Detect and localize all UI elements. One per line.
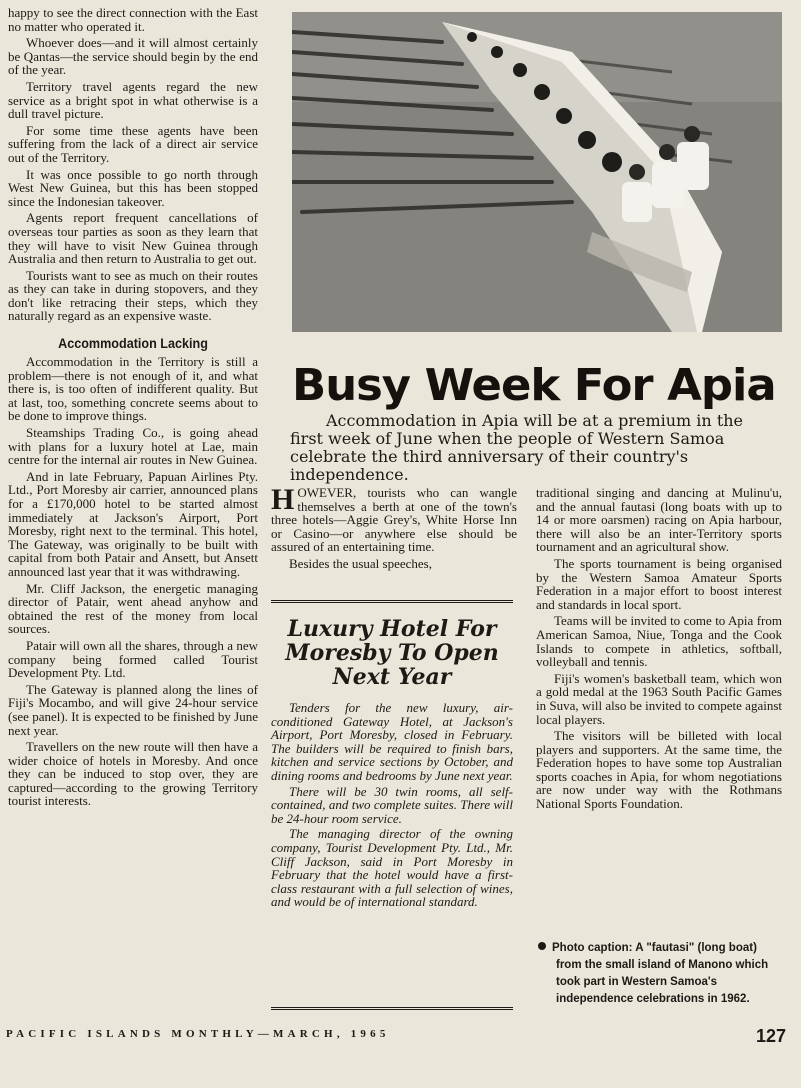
left-column [8, 6, 258, 811]
hotel-panel [271, 600, 513, 1010]
article-headline: Busy Week For Apia [292, 360, 776, 411]
longboat-photo [292, 12, 782, 332]
paragraph: Mr. Cliff Jackson, the energetic managing director of Patair, went ahead anyhow and obtained the rest of the money from local sources. [8, 580, 258, 637]
caption-line-1: Photo caption: A "fautasi" (long boat) [552, 942, 757, 954]
page-footer [6, 1028, 786, 1052]
magazine-title: PACIFIC ISLANDS MONTHLY—MARCH, 1965 [6, 1028, 390, 1040]
longboat-illustration [292, 12, 782, 332]
bullet-icon [538, 942, 546, 950]
lead-paragraph [271, 483, 517, 555]
paragraph: Steamships Trading Co., is going ahead with plans for a luxury hotel at Lae, main centre for the internal air routes in New Guinea. [8, 425, 258, 468]
paragraph: happy to see the direct connection with the East no matter who operated it. [8, 5, 258, 34]
paragraph: Travellers on the new route will then have a wider choice of hotels in Moresby. And once they can be induced to stop over, they are captured—according to the growing Territory tourist interests. [8, 739, 258, 809]
panel-paragraph: There will be 30 twin rooms, all self-contained, and two complete suites. There will be 24-hour room service. [271, 783, 513, 826]
panel-paragraph: Tenders for the new luxury, air-conditioned Gateway Hotel, at Jackson's Airport, Port Moresby, closed in February. The builders will be required to finish bars, kitchen and service sections by October, and dining rooms and bedrooms by June next year. [271, 700, 513, 783]
paragraph: For some time these agents have been suffering from the lack of a direct air service out of the Territory. [8, 122, 258, 165]
drop-cap: H [271, 483, 295, 516]
paragraph: And in late February, Papuan Airlines Pty. Ltd., Port Moresby air carrier, announced plans for a £170,000 hotel to be started almost immediately at Jackson's Airport, Port Moresby, right next to the terminal. This hotel, The Gateway, was originally to be built with capital from both Patair and Ansett, but Ansett announced last year that it was withdrawing. [8, 468, 258, 579]
paragraph: Accommodation in the Territory is still a problem—there is not enough of it, and what there is, is too often of indifferent quality. But at last, too, something concrete seems about to be done to improve things. [8, 354, 258, 424]
page-number: 127 [755, 1026, 786, 1046]
panel-title: Luxury Hotel For Moresby To Open Next Year [285, 616, 499, 690]
paragraph: It was once possible to go north through West New Guinea, but this has been stopped since the Indonesian takeover. [8, 166, 258, 209]
section-subhead: Accommodation Lacking [58, 335, 208, 352]
lead-text: OWEVER, tourists who can wangle themselves a berth at one of the town's three hotels—Aggie Grey's, White Horse Inn or Casino—or anywhere else should be assured of an entertaining time. [271, 485, 517, 555]
paragraph: The visitors will be billeted with local players and supporters. At the same time, the Federation hopes to have some top Australian sports coaches in Apia, for whom negotiations are now under way with the Rothmans National Sports Foundation. [536, 728, 782, 812]
paragraph: Agents report frequent cancellations of overseas tour parties as soon as they learn that they will have to visit New Guinea through Australia and then return to Australia to get out. [8, 210, 258, 267]
caption-line-2: from the small island of Manono which took part in Western Samoa's independence celebrations in 1962. [556, 959, 769, 1005]
paragraph: Fiji's women's basketball team, which won a gold medal at the 1963 South Pacific Games in Suva, will also be invited to compete against local players. [536, 670, 782, 727]
paragraph: Patair will own all the shares, through a new company being formed called Tourist Development Pty. Ltd. [8, 637, 258, 681]
middle-column [271, 483, 517, 574]
paragraph: Whoever does—and it will almost certainly be Qantas—the service should begin by the end of the year. [8, 35, 258, 78]
photo-caption [538, 940, 784, 1008]
article-standfirst: Accommodation in Apia will be at a premium in the first week of June when the people of Western Samoa celebrate the third anniversary of their country's independence. [290, 411, 744, 484]
paragraph: The sports tournament is being organised by the Western Samoa Amateur Sports Federation in a major effort to boost interest and standards in local sport. [536, 555, 782, 612]
paragraph: Besides the usual speeches, [289, 555, 432, 571]
paragraph: Territory travel agents regard the new service as a bright spot in what otherwise is a dull travel picture. [8, 78, 258, 122]
paragraph: The Gateway is planned along the lines of Fiji's Mocambo, and will give 24-hour service (see panel). It is expected to be finished by June next year. [8, 681, 258, 738]
paragraph: Teams will be invited to come to Apia from American Samoa, Niue, Tonga and the Cook Islands to compete in athletics, softball, volleyball and tennis. [536, 613, 782, 670]
right-column [536, 486, 782, 814]
panel-paragraph: The managing director of the owning company, Tourist Development Pty. Ltd., Mr. Cliff Jackson, said in Port Moresby in February that the hotel would have a first-class restaurant with a full selection of wines, and would be of international standard. [271, 826, 513, 910]
paragraph: traditional singing and dancing at Mulinu'u, and the annual fautasi (long boats with up to 14 or more oarsmen) racing on Apia harbour, there will also be an inter-Territory sports tournament and an agricultural show. [536, 485, 782, 555]
paragraph: Tourists want to see as much on their routes as they can take in during stopovers, and they don't like retracing their steps, which they naturally regard as an expensive waste. [8, 267, 258, 324]
